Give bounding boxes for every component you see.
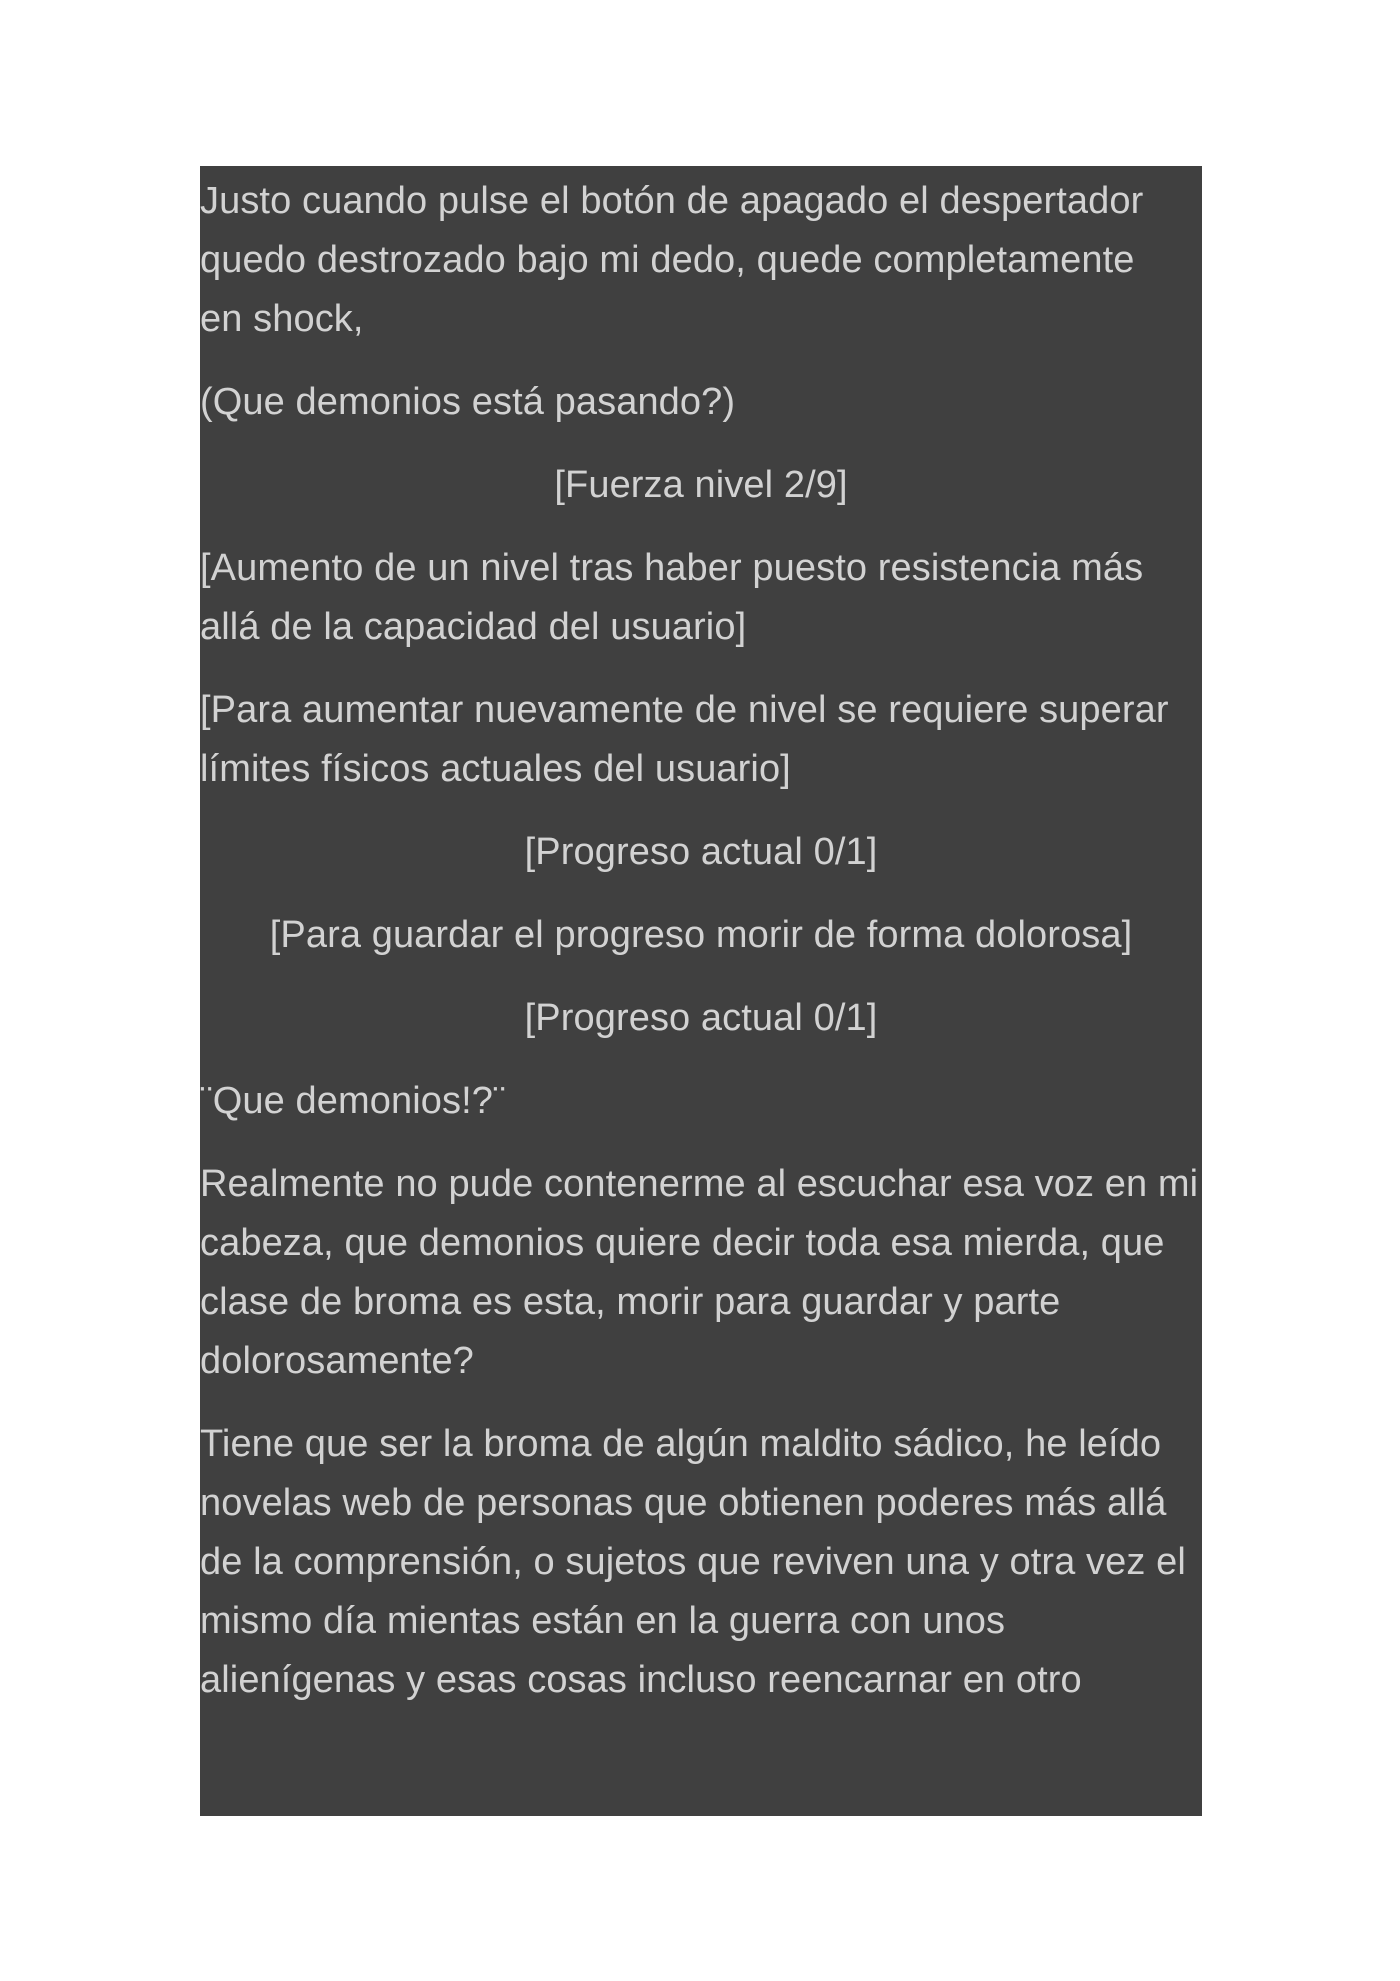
text-line: mismo día mientas están en la guerra con unos bbox=[200, 1600, 1006, 1642]
text-line: ¨Que demonios!?¨ bbox=[200, 1080, 506, 1122]
text-block bbox=[200, 166, 1202, 1816]
text-line: quedo destrozado bajo mi dedo, quede completamente bbox=[200, 239, 1135, 281]
text-line: [Progreso actual 0/1] bbox=[524, 831, 878, 873]
system-message-save bbox=[200, 906, 1202, 965]
paragraph-10 bbox=[200, 1155, 1202, 1391]
text-line: [Progreso actual 0/1] bbox=[524, 997, 878, 1039]
paragraph-2 bbox=[200, 373, 1202, 432]
text-line: Realmente no pude contenerme al escuchar esa voz en mi bbox=[200, 1163, 1199, 1205]
paragraph-5 bbox=[200, 681, 1202, 799]
text-line: [Para aumentar nuevamente de nivel se requiere superar bbox=[200, 689, 1169, 731]
system-message-strength-level bbox=[200, 456, 1202, 515]
text-line: límites físicos actuales del usuario] bbox=[200, 748, 791, 790]
text-line: [Fuerza nivel 2/9] bbox=[554, 464, 848, 506]
text-line: alienígenas y esas cosas incluso reencarnar en otro bbox=[200, 1659, 1082, 1701]
paragraph-11 bbox=[200, 1415, 1202, 1710]
text-line: Justo cuando pulse el botón de apagado el despertador bbox=[200, 180, 1144, 222]
system-message-progress-1 bbox=[200, 823, 1202, 882]
text-line: novelas web de personas que obtienen poderes más allá bbox=[200, 1482, 1167, 1524]
text-line: de la comprensión, o sujetos que reviven una y otra vez el bbox=[200, 1541, 1186, 1583]
paragraph-1 bbox=[200, 172, 1202, 349]
system-message-progress-2 bbox=[200, 989, 1202, 1048]
text-line: dolorosamente? bbox=[200, 1340, 474, 1382]
paragraph-4 bbox=[200, 539, 1202, 657]
text-line: Tiene que ser la broma de algún maldito sádico, he leído bbox=[200, 1423, 1162, 1465]
text-line: clase de broma es esta, morir para guardar y parte bbox=[200, 1281, 1061, 1323]
text-line: [Aumento de un nivel tras haber puesto resistencia más bbox=[200, 547, 1144, 589]
paragraph-9 bbox=[200, 1072, 1202, 1131]
text-line: (Que demonios está pasando?) bbox=[200, 381, 736, 423]
text-line: allá de la capacidad del usuario] bbox=[200, 606, 747, 648]
text-line: cabeza, que demonios quiere decir toda esa mierda, que bbox=[200, 1222, 1165, 1264]
text-line: [Para guardar el progreso morir de forma dolorosa] bbox=[269, 914, 1133, 956]
text-line: en shock, bbox=[200, 298, 364, 340]
